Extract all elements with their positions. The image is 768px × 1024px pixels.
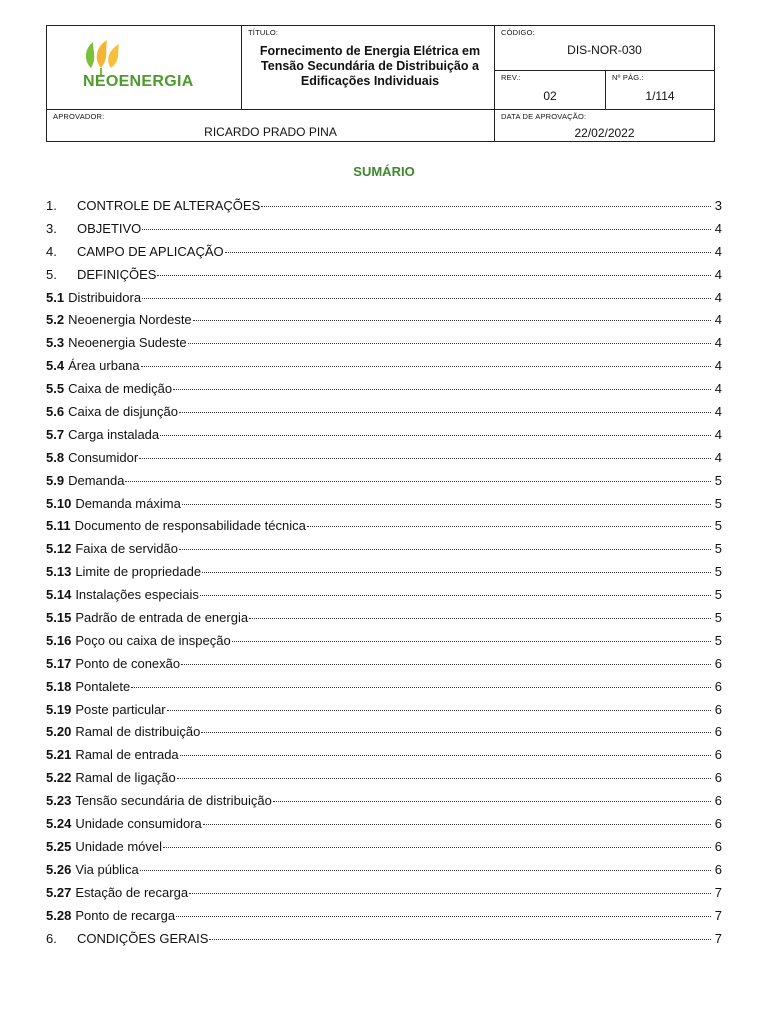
toc-dot-leader [163, 834, 711, 848]
toc-entry-number: 5.1 [46, 289, 65, 305]
toc-entry-label: Caixa de disjunção [68, 404, 178, 420]
toc-entry-number: 3. [46, 220, 57, 236]
toc-entry-number: 5.26 [46, 861, 72, 877]
toc-entry-page: 5 [714, 610, 722, 626]
logo-text: NEOENERGIA [83, 73, 194, 90]
toc-dot-leader [182, 491, 711, 505]
toc-dot-leader [142, 216, 711, 230]
toc-entry-number: 5.25 [46, 838, 72, 854]
toc-dot-leader [131, 674, 711, 688]
toc-entry-label: Carga instalada [68, 426, 160, 442]
toc-entry-label: Ramal de distribuição [75, 724, 201, 740]
toc-entry-label: Via pública [75, 861, 139, 877]
toc-entry-number: 5.4 [46, 358, 65, 374]
toc-entry-number: 5. [46, 266, 57, 282]
toc-dot-leader [225, 239, 711, 253]
toc-entry-label: Demanda máxima [75, 495, 181, 511]
approval-date-cell [495, 110, 715, 142]
toc-entry-page: 6 [714, 838, 722, 854]
toc-entry-label: Área urbana [68, 358, 140, 374]
toc-entry-label: Unidade móvel [75, 838, 163, 854]
toc-dot-leader [173, 376, 711, 390]
toc-dot-leader [125, 468, 711, 482]
toc-entry-page: 5 [714, 632, 722, 648]
toc-entry-number: 5.14 [46, 587, 72, 603]
toc-entry-number: 1. [46, 198, 57, 213]
toc-entry-number: 5.19 [46, 701, 72, 717]
toc-entry-label: Ponto de recarga [75, 907, 176, 923]
data-caption: DATA DE APROVAÇÃO: [501, 112, 587, 121]
toc-dot-leader [249, 605, 711, 619]
toc-entry-page: 7 [714, 884, 722, 900]
table-of-contents [46, 196, 722, 951]
approver-cell [47, 110, 495, 142]
toc-entry-number: 5.15 [46, 610, 72, 626]
toc-entry-page: 6 [714, 724, 722, 740]
document-code: DIS-NOR-030 [567, 43, 642, 57]
toc-entry-page: 4 [714, 381, 722, 397]
toc-entry-page: 4 [714, 312, 722, 328]
toc-entry-number: 5.6 [46, 404, 65, 420]
toc-entry-page: 4 [714, 289, 722, 305]
toc-dot-leader [167, 697, 711, 711]
toc-entry-page: 4 [714, 426, 722, 442]
toc-entry-label: Caixa de medição [68, 381, 173, 397]
toc-dot-leader [203, 811, 711, 825]
toc-entry-label: Unidade consumidora [75, 816, 202, 832]
document-header [46, 25, 715, 142]
page-value: 1/114 [645, 89, 675, 103]
toc-entry-page: 5 [714, 472, 722, 488]
toc-entry-page: 6 [714, 747, 722, 763]
toc-entry[interactable] [46, 929, 722, 952]
toc-entry-number: 5.27 [46, 884, 72, 900]
toc-dot-leader [200, 582, 711, 596]
toc-dot-leader [140, 857, 711, 871]
toc-entry-number: 5.17 [46, 655, 72, 671]
toc-entry-number: 5.5 [46, 381, 65, 397]
page-caption: Nº PÁG.: [612, 73, 644, 82]
toc-dot-leader [307, 513, 711, 527]
toc-dot-leader [201, 719, 711, 733]
toc-entry-label: Tensão secundária de distribuição [75, 793, 272, 809]
toc-entry-page: 4 [714, 404, 722, 420]
toc-entry-number: 5.24 [46, 816, 72, 832]
logo-cell [47, 26, 242, 110]
toc-dot-leader [188, 330, 711, 344]
toc-entry-page: 4 [714, 335, 722, 351]
toc-entry-number: 6. [46, 930, 57, 946]
toc-entry-label: Padrão de entrada de energia [75, 610, 249, 626]
toc-title: SUMÁRIO [353, 164, 415, 179]
toc-entry-page: 4 [714, 220, 722, 236]
toc-entry-label: Documento de responsabilidade técnica [74, 518, 306, 534]
toc-dot-leader [142, 285, 711, 299]
toc-entry-label: Pontalete [75, 678, 131, 694]
toc-dot-leader [177, 765, 711, 779]
toc-entry-label: Neoenergia Nordeste [68, 312, 192, 328]
revision-value: 02 [543, 89, 557, 103]
toc-dot-leader [273, 788, 711, 802]
toc-entry-page: 6 [714, 678, 722, 694]
toc-entry-page: 6 [714, 770, 722, 786]
toc-entry-page: 7 [714, 930, 722, 946]
toc-entry-label: Faixa de servidão [75, 541, 178, 557]
toc-entry-number: 5.23 [46, 793, 72, 809]
toc-entry-label: OBJETIVO [77, 220, 142, 236]
toc-entry-label: Neoenergia Sudeste [68, 335, 187, 351]
toc-entry-page: 5 [714, 541, 722, 557]
toc-entry-number: 5.20 [46, 724, 72, 740]
toc-entry-page: 4 [714, 449, 722, 465]
toc-entry-label: Distribuidora [68, 289, 142, 305]
toc-dot-leader [261, 193, 711, 207]
toc-entry-page: 6 [714, 655, 722, 671]
codigo-caption: CÓDIGO: [501, 28, 535, 37]
toc-dot-leader [179, 536, 711, 550]
toc-entry-number: 4. [46, 243, 57, 259]
toc-dot-leader [139, 445, 711, 459]
codigo-cell [495, 26, 715, 71]
toc-entry-number: 5.13 [46, 564, 72, 580]
toc-entry-number: 5.7 [46, 426, 65, 442]
toc-entry-label: Poste particular [75, 701, 166, 717]
toc-dot-leader [180, 742, 711, 756]
toc-dot-leader [232, 628, 711, 642]
toc-entry-label: DEFINIÇÕES [77, 266, 157, 282]
toc-entry-page: 5 [714, 564, 722, 580]
toc-entry-label: CONDIÇÕES GERAIS [77, 930, 209, 946]
toc-dot-leader [141, 353, 711, 367]
toc-entry-page: 6 [714, 861, 722, 877]
toc-entry-page: 4 [714, 266, 722, 282]
toc-entry-page: 6 [714, 816, 722, 832]
toc-entry-page: 5 [714, 587, 722, 603]
approver-name: RICARDO PRADO PINA [204, 125, 337, 139]
toc-entry-page: 7 [714, 907, 722, 923]
toc-dot-leader [179, 399, 711, 413]
toc-dot-leader [160, 422, 711, 436]
toc-entry-number: 5.18 [46, 678, 72, 694]
toc-entry-number: 5.16 [46, 632, 72, 648]
toc-entry-page: 5 [714, 518, 722, 534]
aprovador-caption: APROVADOR: [53, 112, 105, 121]
toc-entry-page: 5 [714, 495, 722, 511]
toc-entry-label: Poço ou caixa de inspeção [75, 632, 231, 648]
rev-cell [495, 71, 606, 110]
toc-entry-label: CONTROLE DE ALTERAÇÕES [77, 198, 261, 213]
toc-entry-label: Demanda [68, 472, 125, 488]
toc-entry-number: 5.21 [46, 747, 72, 763]
toc-entry-label: CAMPO DE APLICAÇÃO [77, 243, 224, 259]
toc-entry-number: 5.10 [46, 495, 72, 511]
toc-dot-leader [157, 262, 711, 276]
toc-entry-number: 5.3 [46, 335, 65, 351]
toc-dot-leader [202, 559, 711, 573]
toc-entry-page: 6 [714, 701, 722, 717]
toc-entry-number: 5.8 [46, 449, 65, 465]
rev-caption: REV.: [501, 73, 521, 82]
toc-entry-label: Ponto de conexão [75, 655, 181, 671]
title-cell [242, 26, 495, 110]
toc-entry-label: Estação de recarga [75, 884, 189, 900]
toc-entry-label: Consumidor [68, 449, 139, 465]
toc-dot-leader [181, 651, 711, 665]
toc-entry-label: Ramal de entrada [75, 747, 179, 763]
titulo-caption: TÍTULO: [248, 28, 279, 37]
toc-entry-page: 6 [714, 793, 722, 809]
toc-dot-leader [176, 903, 711, 917]
toc-entry-number: 5.9 [46, 472, 65, 488]
toc-entry-label: Instalações especiais [75, 587, 199, 603]
neoenergia-logo-icon [81, 38, 171, 78]
toc-entry-label: Limite de propriedade [75, 564, 202, 580]
toc-entry-number: 5.28 [46, 907, 72, 923]
toc-entry-number: 5.11 [46, 518, 71, 534]
toc-entry-page: 4 [714, 358, 722, 374]
toc-entry-label: Ramal de ligação [75, 770, 176, 786]
toc-entry-number: 5.22 [46, 770, 72, 786]
approval-date: 22/02/2022 [574, 126, 635, 140]
toc-entry-number: 5.12 [46, 541, 72, 557]
document-title: Fornecimento de Energia Elétrica em Tensão Secundária de Distribuição a Edificações Individuais [259, 44, 481, 88]
toc-dot-leader [209, 926, 711, 940]
toc-entry-page: 3 [714, 198, 722, 213]
toc-dot-leader [189, 880, 711, 894]
toc-entry-number: 5.2 [46, 312, 65, 328]
toc-dot-leader [193, 307, 711, 321]
page-cell [606, 71, 715, 110]
toc-entry-page: 4 [714, 243, 722, 259]
